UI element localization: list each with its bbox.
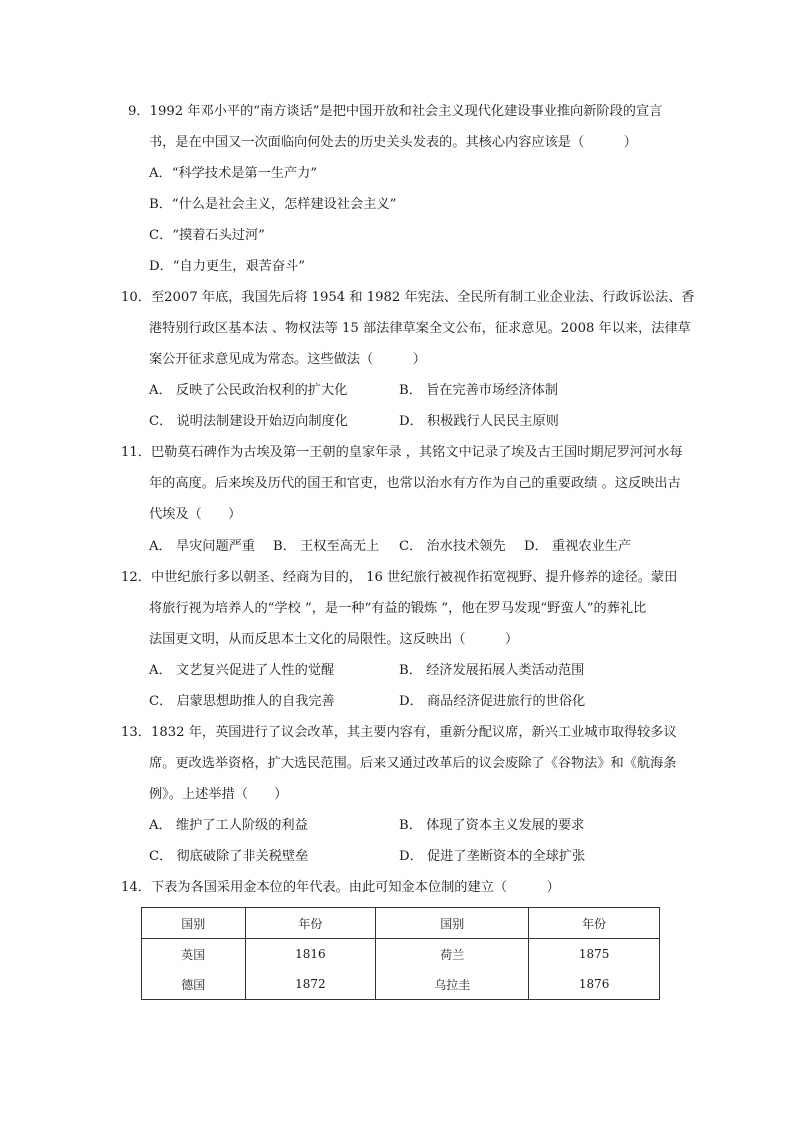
q13-option-a: A． 维护了工人阶级的利益 [149,818,308,833]
table-header-cell: 年份 [245,908,376,939]
q12-option-b: B． 经济发展拓展人类活动范围 [399,663,585,678]
q11-option-c: C． 治水技术领先 [399,539,506,554]
q9-option-b: B．“什么是社会主义，怎样建设社会主义” [149,197,397,212]
q13-option-c: C． 彻底破除了非关税壁垒 [149,849,309,864]
q11-stem-line1: 11．巴勒莫石碑作为古埃及第一王朝的皇家年录 ，其铭文中记录了埃及古王国时期尼罗河河水每 [121,445,683,460]
q10-stem-line2: 港特别行政区基本法 、物权法等 15 部法律草案全文公布，征求意见。2008 年以来，法律草 [149,321,691,336]
q11-option-d: D． 重视农业生产 [524,539,632,554]
table-header-cell: 年份 [529,908,660,939]
q12-stem-line2: 将旅行视为培养人的“学校 ”，是一种“有益的锻炼 ”，他在罗马发现“野蛮人”的葬礼比 [149,601,647,616]
q12-option-a: A． 文艺复兴促进了人性的觉醒 [149,663,335,678]
q10-option-a: A． 反映了公民政治权利的扩大化 [149,383,348,398]
table-header-cell: 国别 [376,908,529,939]
q9-option-a: A．“科学技术是第一生产力” [149,166,318,181]
table-header-cell: 国别 [142,908,246,939]
q9-option-d: D．“自力更生，艰苦奋斗” [149,259,305,274]
table-cell: 荷兰 [376,939,529,970]
q12-stem-line3: 法国更文明，从而反思本土文化的局限性。这反映出（ ） [149,632,519,647]
q12-stem-line1: 12．中世纪旅行多以朝圣、经商为目的， 16 世纪旅行被视作拓宽视野、提升修养的途径。蒙田 [121,570,678,585]
table-cell: 乌拉圭 [376,969,529,1000]
q11-stem-line3: 代埃及（ ） [149,507,242,522]
table-cell: 1872 [245,969,376,1000]
q14-stem-line1: 14．下表为各国采用金本位的年代表。由此可知金本位制的建立（ ） [121,880,560,895]
table-row [142,939,660,970]
q10-option-b: B． 旨在完善市场经济体制 [399,383,558,398]
q11-option-b: B． 王权至高无上 [273,539,380,554]
q12-option-c: C． 启蒙思想助推人的自我完善 [149,694,335,709]
table-row [142,969,660,1000]
q10-stem-line1: 10．至2007 年底，我国先后将 1954 和 1982 年宪法、全民所有制工业企业法、行政诉讼法、香 [121,290,695,305]
gold-standard-table [141,907,660,1000]
q10-stem-line3: 案公开征求意见成为常态。这些做法（ ） [149,352,426,367]
table-cell: 1876 [529,969,660,1000]
q11-option-a: A． 旱灾问题严重 [149,539,256,554]
q10-option-c: C． 说明法制建设开始迈向制度化 [149,414,348,429]
q13-option-d: D． 促进了垄断资本的全球扩张 [399,849,586,864]
q13-option-b: B． 体现了资本主义发展的要求 [399,818,585,833]
q9-option-c: C．“摸着石头过河” [149,228,265,243]
q10-option-d: D． 积极践行人民民主原则 [399,414,559,429]
q12-option-d: D． 商品经济促进旅行的世俗化 [399,694,586,709]
q9-stem-line1: 9．1992 年邓小平的“南方谈话”是把中国开放和社会主义现代化建设事业推向新阶段的宣言 [128,104,663,119]
table-cell: 英国 [142,939,246,970]
q11-stem-line2: 年的高度。后来埃及历代的国王和官吏，也常以治水有方作为自己的重要政绩 。这反映出古 [149,476,681,491]
table-cell: 1875 [529,939,660,970]
table-cell: 1816 [245,939,376,970]
q13-stem-line2: 席。更改选举资格，扩大选民范围。后来又通过改革后的议会废除了《谷物法》和《航海条 [149,756,677,771]
q13-stem-line1: 13．1832 年，英国进行了议会改革，其主要内容有，重新分配议席，新兴工业城市取得较多议 [121,725,677,740]
table-header-row [142,908,660,939]
q13-stem-line3: 例》。上述举措（ ） [149,787,288,802]
q9-stem-line2: 书，是在中国又一次面临向何处去的历史关头发表的。其核心内容应该是（ ） [149,135,637,150]
table-cell: 德国 [142,969,246,1000]
